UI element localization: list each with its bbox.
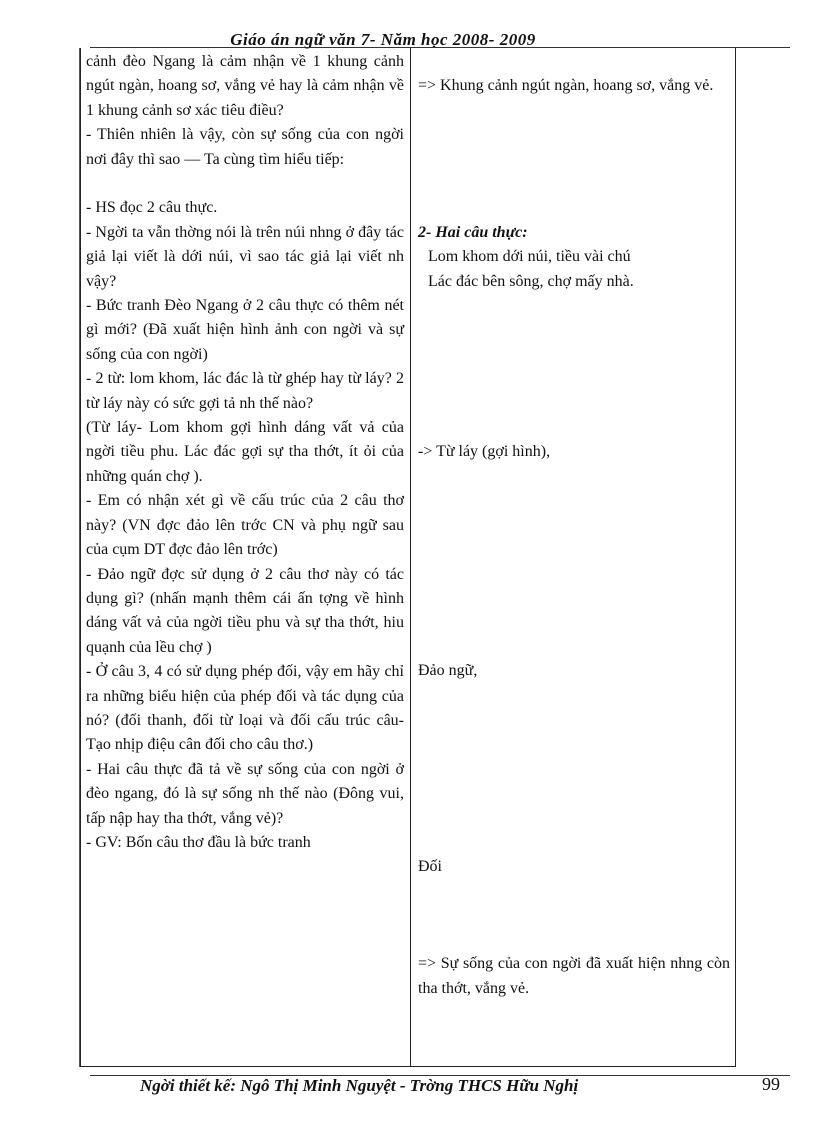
question-paragraph: cảnh đèo Ngang là cảm nhận về 1 khung cảnh ngút ngàn, hoang sơ, vắng vẻ hay là cảm nhận về 1 khung cảnh sơ xác tiêu điều? (86, 53, 404, 119)
answer-note: => Khung cảnh ngút ngàn, hoang sơ, vắng vẻ. (418, 77, 714, 95)
teacher-student-activities-column (86, 50, 404, 855)
answer-note: -> Từ láy (gợi hình), (418, 443, 551, 461)
page-number: 99 (762, 1074, 780, 1094)
spacer (418, 684, 730, 855)
question-paragraph: - Đảo ngữ đợc sử dụng ở 2 câu thơ này có tác dụng gì? (nhấn mạnh thêm cái ấn tợng về hình dáng vất vả của ngời tiều phu và sự tha thớt, hiu quạnh của lều chợ ) (86, 565, 404, 656)
spacer (418, 99, 730, 221)
section-heading: 2- Hai câu thực: (418, 223, 528, 241)
content-notes-column (418, 50, 730, 1001)
footer-author: Ngời thiết kế: Ngô Thị Minh Nguyệt - Trờng THCS Hữu Nghị (140, 1076, 579, 1095)
spacer (418, 294, 730, 440)
question-paragraph: - Bức tranh Đèo Ngang ở 2 câu thực có thêm nét gì mới? (Đã xuất hiện hình ảnh con ngời và sự sống của con ngời) (86, 297, 404, 363)
answer-note: Đối (418, 857, 442, 875)
poem-line: Lom khom dới núi, tiều vài chú (428, 248, 631, 266)
question-paragraph: - Em có nhận xét gì về cấu trúc của 2 câu thơ này? (VN đợc đảo lên trớc CN và phụ ngữ sau của cụm DT đợc đảo lên trớc) (86, 492, 404, 559)
poem-line: Lác đác bên sông, chợ mấy nhà. (428, 272, 634, 290)
spacer (418, 879, 730, 952)
table-column-divider (410, 48, 411, 1067)
question-paragraph: - GV: Bốn câu thơ đầu là bức tranh (86, 833, 311, 851)
spacer (86, 172, 404, 196)
answer-note: Đảo ngữ, (418, 662, 478, 680)
question-paragraph: (Từ láy- Lom khom gợi hình dáng vất vả của ngời tiều phu. Lác đác gợi sự tha thớt, ít ỏi của những quán chợ ). (86, 419, 404, 485)
question-paragraph: - Ngời ta vẫn thờng nói là trên núi nhng ở đây tác giả lại viết là dới núi, vì sao tác giả lại viết nh vậy? (86, 223, 404, 290)
question-paragraph: - Ở câu 3, 4 có sử dụng phép đối, vậy em hãy chỉ ra những biểu hiện của phép đối và tác dụng của nó? (đối thanh, đối từ loại và đối cấu trúc câu-Tạo nhịp điệu cân đối cho câu thơ.) (86, 663, 404, 754)
answer-note: => Sự sống của con ngời đã xuất hiện nhng còn tha thớt, vắng vẻ. (418, 955, 730, 997)
spacer (418, 464, 730, 659)
question-paragraph: - Thiên nhiên là vậy, còn sự sống của con ngời nơi đây thì sao — Ta cùng tìm hiểu tiếp: (86, 126, 404, 168)
question-paragraph: - Hai câu thực đã tả về sự sống của con ngời ở đèo ngang, đó là sự sống nh thế nào (Đông vui, tấp nập hay tha thớt, vắng vẻ)? (86, 760, 404, 827)
page-header-title: Giáo án ngữ văn 7- Năm học 2008- 2009 (230, 30, 536, 49)
question-paragraph: - 2 từ: lom khom, lác đác là từ ghép hay từ láy? 2 từ láy này có sức gợi tả nh thế nào? (86, 370, 404, 412)
question-paragraph: - HS đọc 2 câu thực. (86, 199, 218, 217)
spacer (418, 50, 730, 74)
